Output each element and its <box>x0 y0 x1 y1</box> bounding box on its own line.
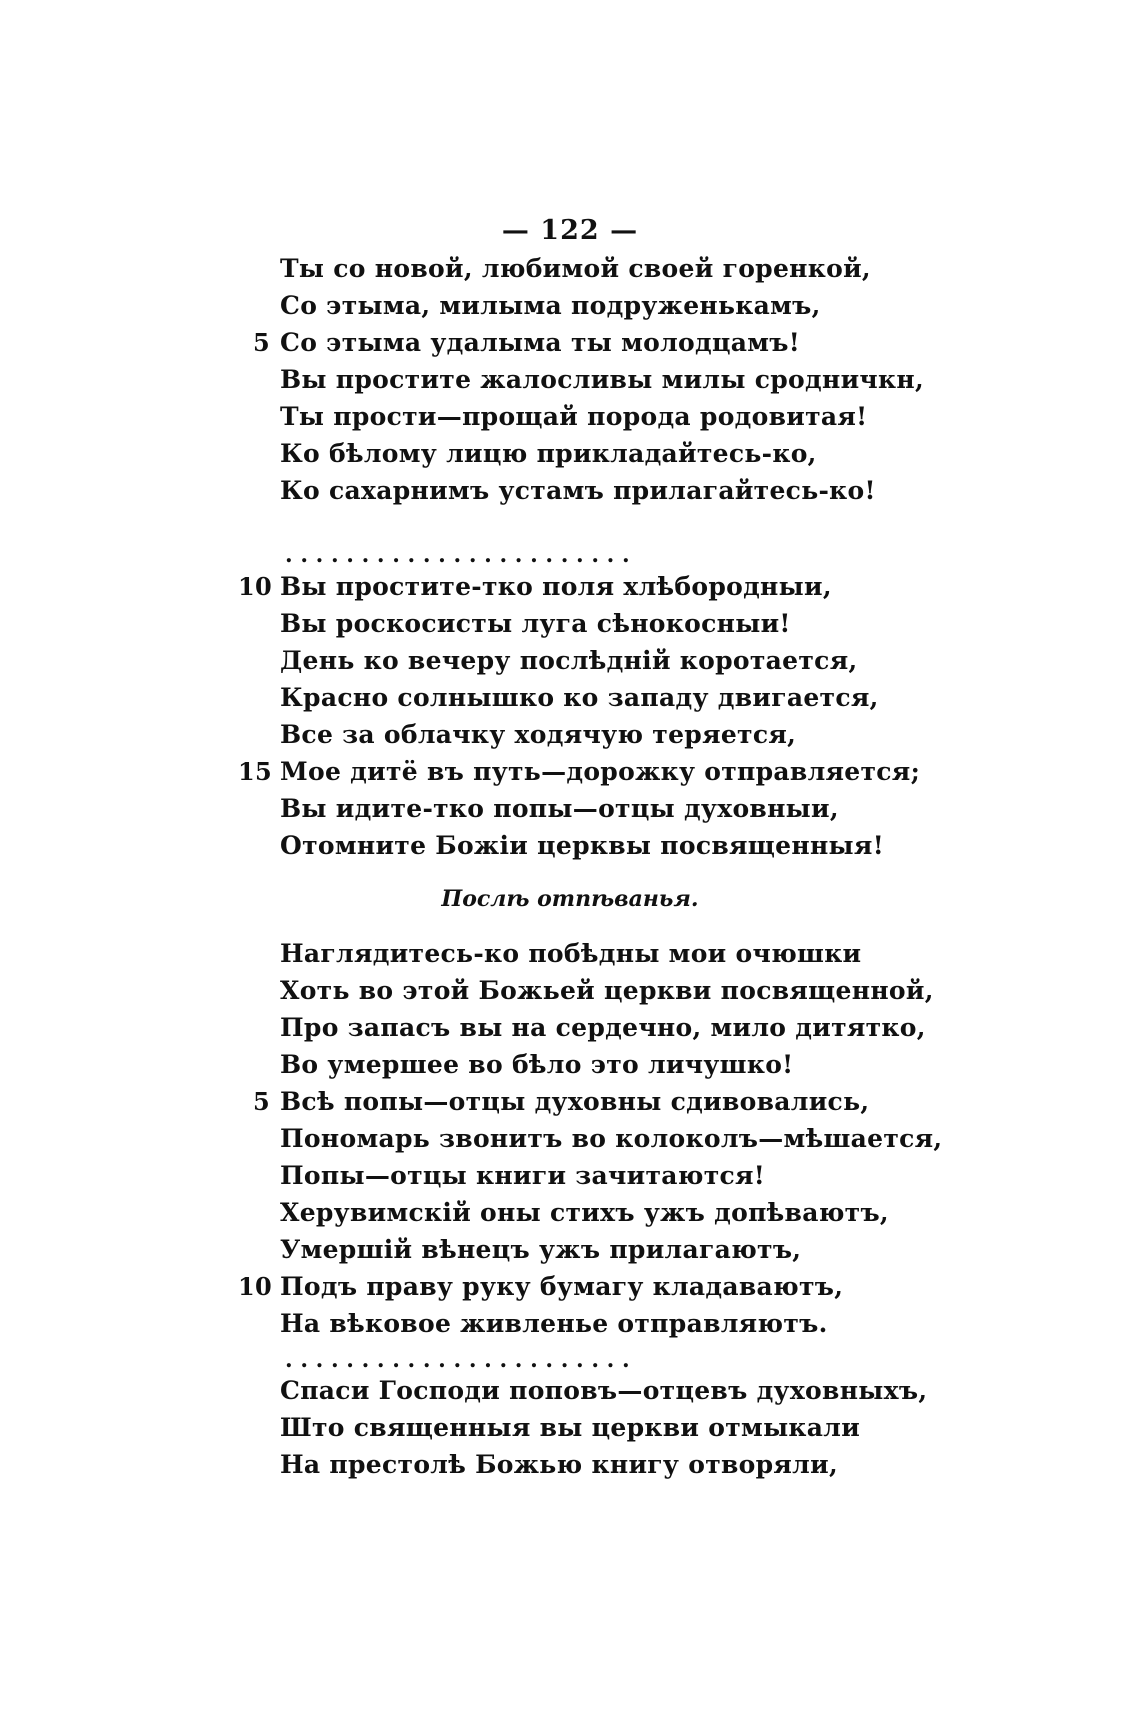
verse-line <box>280 935 980 972</box>
verse-text: Вы идите-тко попы—отцы духовныи, <box>280 794 839 823</box>
verse-text: Ко сахарнимъ устамъ прилагайтесь-ко! <box>280 476 876 505</box>
stanza-1 <box>253 250 980 509</box>
verse-line <box>280 1046 980 1083</box>
verse-line <box>280 361 980 398</box>
verse-line <box>280 1194 980 1231</box>
verse-line <box>280 790 980 827</box>
verse-text: Наглядитесь-ко побѣдны мои очюшки <box>280 939 862 968</box>
line-number: 10 <box>238 1272 272 1301</box>
verse-line <box>238 753 980 790</box>
verse-line <box>280 827 980 864</box>
verse-text: Што священныя вы церкви отмыкали <box>280 1413 861 1442</box>
verse-text: Хоть во этой Божьей церкви посвященной, <box>280 976 934 1005</box>
verse-line <box>280 398 980 435</box>
verse-text: Про запасъ вы на сердечно, мило дитятко, <box>280 1013 926 1042</box>
verse-text: Всѣ попы—отцы духовны сдивовались, <box>280 1087 870 1116</box>
verse-text: Пономарь звонитъ во колоколъ—мѣшается, <box>280 1124 943 1153</box>
verse-line <box>280 642 980 679</box>
section-heading: Послѣ отпѣванья. <box>441 886 699 912</box>
verse-line <box>280 716 980 753</box>
verse-line <box>238 1268 980 1305</box>
line-number: 15 <box>238 757 272 786</box>
verse-line <box>280 605 980 642</box>
verse-text: Со этыма удалыма ты молодцамъ! <box>280 328 800 357</box>
verse-line <box>280 972 980 1009</box>
ellipsis-row: . . . . . . . . . . . . . . . . . . . . . . . <box>285 1347 630 1373</box>
verse-line <box>253 1083 980 1120</box>
stanza-4 <box>280 1372 980 1483</box>
verse-text: Ты со новой, любимой своей горенкой, <box>280 254 871 283</box>
verse-text: День ко вечеру послѣдній коротается, <box>280 646 858 675</box>
ellipsis-row: . . . . . . . . . . . . . . . . . . . . . . . <box>285 542 630 568</box>
verse-text: Все за облачку ходячую теряется, <box>280 720 797 749</box>
verse-text: Со этыма, милыма подруженькамъ, <box>280 291 821 320</box>
verse-line <box>280 1372 980 1409</box>
verse-text: Вы простите жалосливы милы сродничкн, <box>280 365 924 394</box>
verse-text: Вы простите-тко поля хлѣбородныи, <box>280 572 832 601</box>
line-number: 5 <box>253 1087 270 1116</box>
verse-text: Попы—отцы книги зачитаются! <box>280 1161 766 1190</box>
verse-line <box>280 1231 980 1268</box>
verse-text: Во умершее во бѣло это личушко! <box>280 1050 794 1079</box>
verse-text: Спаси Господи поповъ—отцевъ духовныхъ, <box>280 1376 928 1405</box>
verse-text: Подъ праву руку бумагу кладаваютъ, <box>280 1272 844 1301</box>
verse-line <box>280 287 980 324</box>
verse-line <box>280 679 980 716</box>
line-number: 10 <box>238 572 272 601</box>
verse-line <box>280 250 980 287</box>
stanza-3 <box>238 935 980 1342</box>
verse-text: Ко бѣлому лицю прикладайтесь-ко, <box>280 439 817 468</box>
verse-text: На вѣковое живленье отправляютъ. <box>280 1309 828 1338</box>
verse-text: Мое дитё въ путь—дорожку отправляется; <box>280 757 921 786</box>
line-number: 5 <box>253 328 270 357</box>
verse-text: Херувимскій оны стихъ ужъ допѣваютъ, <box>280 1198 889 1227</box>
verse-line <box>238 568 980 605</box>
verse-text: Красно солнышко ко западу двигается, <box>280 683 879 712</box>
verse-line <box>280 1409 980 1446</box>
verse-line <box>280 1446 980 1483</box>
verse-line <box>253 324 980 361</box>
verse-line <box>280 472 980 509</box>
verse-text: Вы роскосисты луга сѣнокосныи! <box>280 609 791 638</box>
stanza-2 <box>238 568 980 864</box>
verse-text: Ты прости—прощай порода родовитая! <box>280 402 868 431</box>
verse-text: Умершій вѣнецъ ужъ прилагаютъ, <box>280 1235 802 1264</box>
verse-line <box>280 1120 980 1157</box>
page-number: — 122 — <box>501 215 639 246</box>
verse-text: Отомните Божіи церквы посвященныя! <box>280 831 884 860</box>
verse-line <box>280 1009 980 1046</box>
verse-line <box>280 1305 980 1342</box>
verse-text: На престолѣ Божью книгу отворяли, <box>280 1450 838 1479</box>
verse-line <box>280 1157 980 1194</box>
verse-line <box>280 435 980 472</box>
